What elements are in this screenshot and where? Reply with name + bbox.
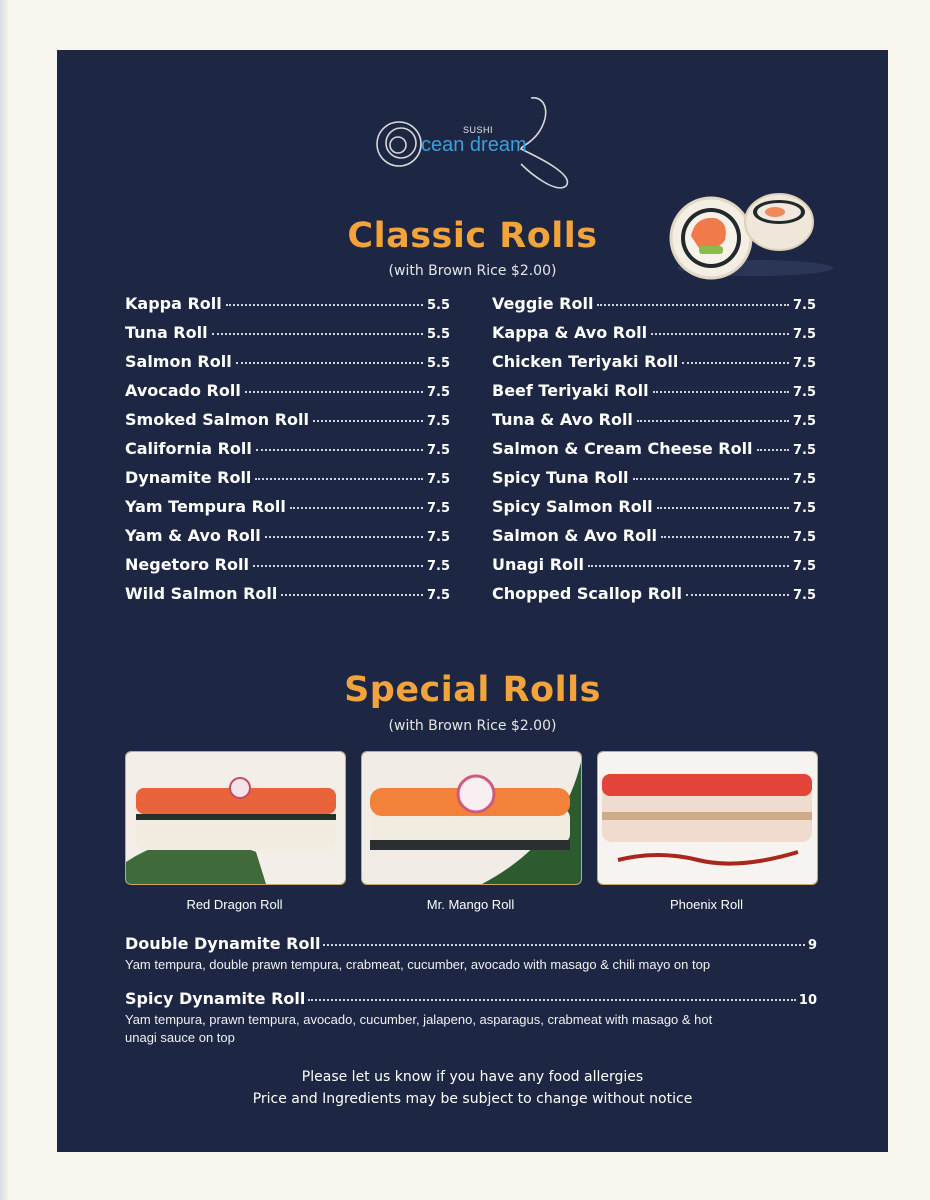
menu-item: Chopped Scallop Roll 7.5: [492, 584, 816, 603]
classic-rolls-title: Classic Rolls: [347, 216, 598, 256]
sushi-roll-image: [665, 190, 835, 290]
logo-name: cean dream: [421, 134, 527, 156]
photo-caption: Red Dragon Roll: [186, 897, 283, 912]
special-item-description: Yam tempura, prawn tempura, avocado, cucumber, jalapeno, asparagus, crabmeat with masago & hot unagi sauce on top: [125, 1012, 713, 1045]
logo-small-text: SUSHI: [463, 125, 494, 135]
special-item-price: 10: [798, 993, 817, 1008]
special-item-description: Yam tempura, double prawn tempura, crabmeat, cucumber, avocado with masago & chili mayo on top: [125, 957, 711, 972]
allergy-notice: Please let us know if you have any food allergies: [301, 1069, 644, 1085]
menu-item: Yam & Avo Roll 7.5: [125, 526, 450, 545]
menu-item: Smoked Salmon Roll 7.5: [125, 410, 450, 429]
special-item-name: Double Dynamite Roll: [125, 934, 321, 953]
menu-item: California Roll 7.5: [125, 439, 450, 458]
classic-rolls-left-column: [125, 294, 450, 613]
special-rolls-subtitle: (with Brown Rice $2.00): [388, 718, 557, 734]
menu-item: Unagi Roll 7.5: [492, 555, 816, 574]
menu-item: Beef Teriyaki Roll 7.5: [492, 381, 816, 400]
menu-item: Salmon Roll 5.5: [125, 352, 450, 371]
menu-item: Veggie Roll 7.5: [492, 294, 816, 313]
special-item-name: Spicy Dynamite Roll: [125, 989, 306, 1008]
mr-mango-roll-photo: [361, 751, 582, 885]
page-edge: [0, 0, 8, 1200]
menu-item: Dynamite Roll 7.5: [125, 468, 450, 487]
special-item: [125, 934, 817, 974]
menu-item: Tuna & Avo Roll 7.5: [492, 410, 816, 429]
classic-rolls-subtitle: (with Brown Rice $2.00): [388, 263, 557, 279]
classic-rolls-right-column: [492, 294, 816, 613]
menu-item: Avocado Roll 7.5: [125, 381, 450, 400]
red-dragon-roll-photo: [125, 751, 346, 885]
photo-caption: Mr. Mango Roll: [426, 897, 515, 912]
menu-item: Yam Tempura Roll 7.5: [125, 497, 450, 516]
special-item-price: 9: [807, 938, 817, 953]
special-item: [125, 989, 817, 1047]
photo-caption: Phoenix Roll: [670, 897, 743, 912]
phoenix-roll-photo: [597, 751, 818, 885]
menu-item: Spicy Salmon Roll 7.5: [492, 497, 816, 516]
menu-item: Negetoro Roll 7.5: [125, 555, 450, 574]
menu-item: Kappa & Avo Roll 7.5: [492, 323, 816, 342]
menu-item: Spicy Tuna Roll 7.5: [492, 468, 816, 487]
menu-item: Kappa Roll 5.5: [125, 294, 450, 313]
menu-item: Wild Salmon Roll 7.5: [125, 584, 450, 603]
menu-item: Chicken Teriyaki Roll 7.5: [492, 352, 816, 371]
restaurant-logo: [371, 94, 581, 194]
menu-page: [57, 50, 888, 1152]
special-rolls-title: Special Rolls: [344, 670, 601, 710]
menu-item: Tuna Roll 5.5: [125, 323, 450, 342]
price-notice: Price and Ingredients may be subject to change without notice: [252, 1091, 693, 1107]
menu-item: Salmon & Cream Cheese Roll 7.5: [492, 439, 816, 458]
menu-item: Salmon & Avo Roll 7.5: [492, 526, 816, 545]
